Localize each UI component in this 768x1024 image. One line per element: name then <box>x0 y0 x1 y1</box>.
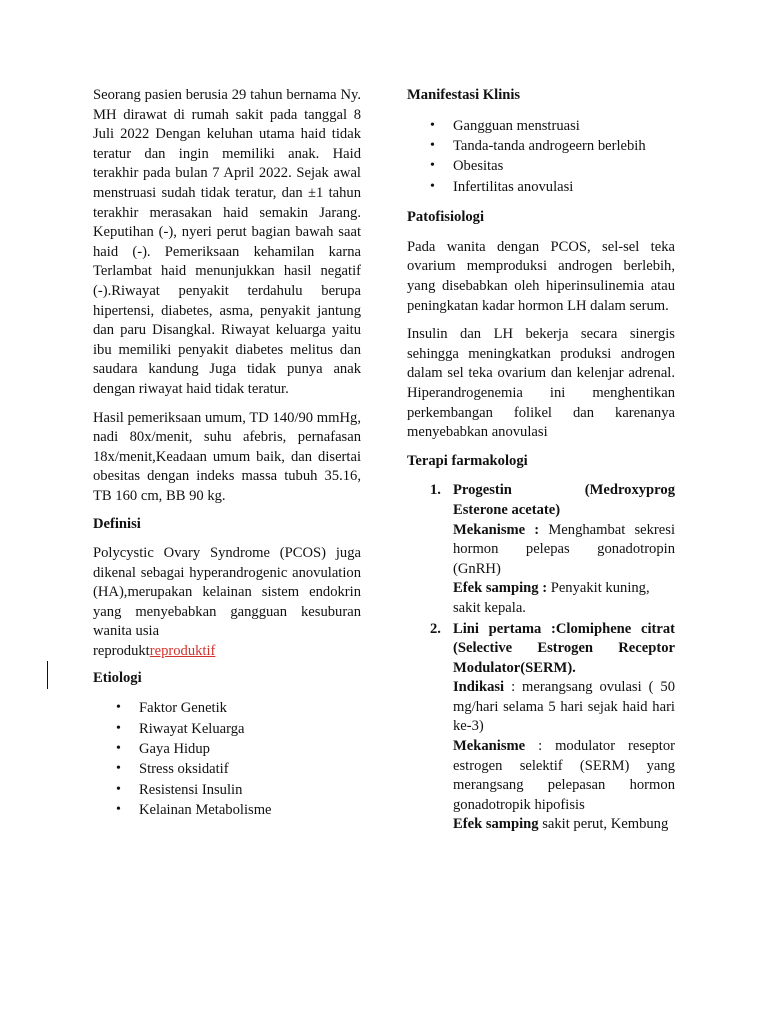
right-column <box>407 86 675 835</box>
patofisiologi-paragraph-1: Pada wanita dengan PCOS, sel-sel teka ovarium memproduksi androgen berlebih, yang disebabkan oleh hiperinsulinemia atau peningkatan kadar hormon LH dalam serum. <box>407 238 675 314</box>
patofisiologi-paragraph-2: Insulin dan LH bekerja secara sinergis sehingga meningkatkan produksi androgen dalam sel teka ovarium dan kelenjar adrenal. Hiperandrogenemia ini menghentikan perkembangan folikel dan karenanya menyebabkan anovulasi <box>407 326 675 441</box>
mekanisme-label: Mekanisme : <box>453 521 540 538</box>
list-item: • Infertilitas anovulasi <box>407 177 675 197</box>
efek-label: Efek samping <box>453 816 539 833</box>
efek-text: sakit perut, Kembung <box>538 816 669 833</box>
etiologi-heading: Etiologi <box>93 669 142 686</box>
list-item: • Faktor Genetik <box>93 698 361 718</box>
list-item: • Resistensi Insulin <box>93 780 361 800</box>
mekanisme-block <box>453 521 675 580</box>
terapi-title: Lini pertama :Clomiphene citrat (Selective Estrogen Receptor Modulator(SERM). <box>453 620 675 676</box>
terapi-heading: Terapi farmakologi <box>407 452 528 469</box>
etiologi-list <box>93 698 361 820</box>
indikasi-label: Indikasi <box>453 679 505 696</box>
list-item: • Gangguan menstruasi <box>407 116 675 136</box>
list-item: • Stress oksidatif <box>93 759 361 779</box>
manifestasi-heading: Manifestasi Klinis <box>407 87 521 103</box>
indikasi-text: : merangsang ovulasi ( 50 mg/hari selama 5 hari sejak haid hari ke-3) <box>453 679 675 735</box>
case-paragraph-1: Seorang pasien berusia 29 tahun bernama Ny. MH dirawat di rumah sakit pada tanggal 8 Juli 2022 Dengan keluhan utama haid tidak teratur dan ingin memiliki anak. Haid terakhir pada bulan 7 April 2022. Sejak awal menstruasi sudah tidak teratur, dan ±1 tahun terakhir merasakan haid semakin Jarang. Keputihan (-), nyeri perut bagian bawah saat haid (-). Pemeriksaan kehamilan karna Terlambat haid menunjukkan hasil negatif (-).Riwayat penyakit terdahulu berupa hipertensi, diabetes, asma, penyakit jantung dan paru Disangkal. Riwayat keluarga yaitu ibu memiliki penyakit diabetes melitus dan saudara kandung Juga tidak punya anak dengan riwayat haid tidak teratur. <box>93 87 361 397</box>
list-item: • Gaya Hidup <box>93 739 361 759</box>
mekanisme-text: Menghambat sekresi hormon pelepas gonadotropin (GnRH) <box>453 521 675 577</box>
indikasi-block <box>453 678 675 737</box>
left-column <box>93 86 361 830</box>
list-item: • Kelainan Metabolisme <box>93 800 361 820</box>
patofisiologi-heading: Patofisiologi <box>407 209 485 226</box>
efek-block <box>453 579 675 618</box>
mekanisme-label: Mekanisme <box>453 738 526 755</box>
text-cursor <box>47 661 48 689</box>
efek-text: Penyakit kuning, sakit kepala. <box>453 580 650 616</box>
tracked-change-insertion: reproduktif <box>149 643 216 660</box>
terapi-title-line-2: Esterone acetate) <box>453 501 561 518</box>
definisi-tail-plain: reprodukt <box>93 643 150 660</box>
definisi-text: Polycystic Ovary Syndrome (PCOS) juga dikenal sebagai hyperandrogenic anovulation (HA),merupakan kelainan sistem endokrin yang menyebabkan gangguan kesuburan wanita usia <box>93 545 361 640</box>
terapi-item-1 <box>407 481 675 618</box>
definisi-heading: Definisi <box>93 516 141 533</box>
terapi-list <box>407 481 675 835</box>
mekanisme-block <box>453 737 675 815</box>
terapi-item-2 <box>407 620 675 836</box>
efek-block <box>453 815 675 835</box>
list-item: • Riwayat Keluarga <box>93 719 361 739</box>
definisi-paragraph <box>93 544 361 662</box>
mekanisme-text: : modulator reseptor estrogen selektif (SERM) yang merangsang pelepasan hormon gonadotropik hipofisis <box>453 738 675 813</box>
terapi-title-line-1: Progestin (Medroxyprog <box>453 482 675 499</box>
list-item: • Tanda-tanda androgeern berlebih <box>407 136 675 156</box>
efek-label: Efek samping : <box>453 580 548 597</box>
list-item: • Obesitas <box>407 156 675 176</box>
list-number: 1. <box>430 482 441 499</box>
manifestasi-list <box>407 116 675 198</box>
list-number: 2. <box>430 620 441 637</box>
case-paragraph-2: Hasil pemeriksaan umum, TD 140/90 mmHg, nadi 80x/menit, suhu afebris, pernafasan 18x/menit,Keadaan umum baik, dan disertai obesitas dengan indeks massa tubuh 35.16, TB 160 cm, BB 90 kg. <box>93 409 361 504</box>
